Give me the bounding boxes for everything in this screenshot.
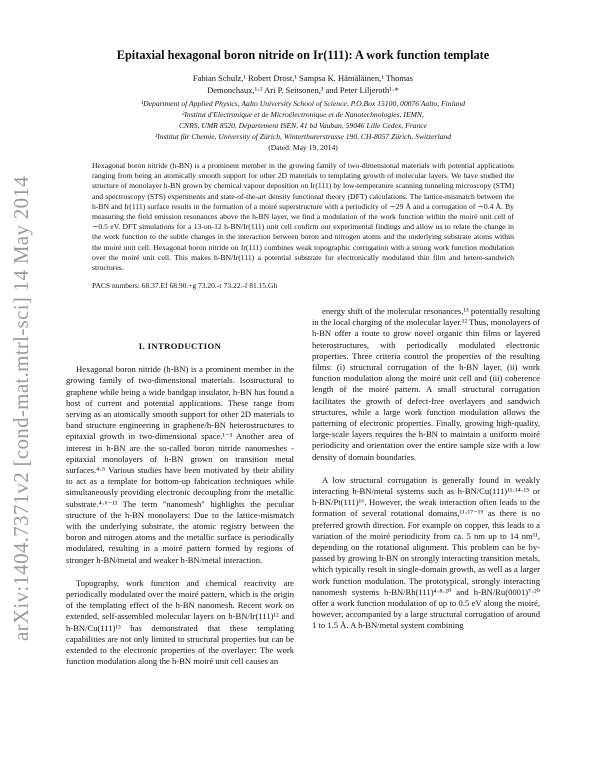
dated-line: (Dated: May 19, 2014)	[268, 143, 338, 152]
affiliation-3: ³Institut für Chemie, University of Zürich, Winterthurerstrasse 190, CH-8057 Zürich, Switzerland	[154, 132, 452, 141]
right-column	[312, 306, 540, 632]
affiliation-1: ¹Department of Applied Physics, Aalto University School of Science, P.O.Box 15100, 00076 Aalto, Finland	[140, 99, 466, 108]
paper-page	[66, 48, 540, 667]
intro-paragraph-4: A low structural corrugation is generally found in weakly interacting h-BN/metal systems such as h-BN/Cu(111)¹¹·¹⁴·¹⁵ or h-BN/Pt(111)¹⁶. However, the weak interaction often leads to the formation of several rotational domains,¹¹·¹⁷⁻¹⁹ as there is no preferred growth direction. For example on copper, this leads to a variation of the moiré periodicity from ca. 5 nm up to 14 nm¹¹, depending on the rotational alignment. This problem can be by-passed by growing h-BN on strongly interacting transition metals, which typically result in single-domain growth, as well as a larger work function modulation. The prototypical, strongly interacting nanomesh systems h-BN/Rh(111)⁴·⁸·²⁰ and h-BN/Ru(0001)⁷·²⁰ offer a work function modulation of up to 0.5 eV along the moiré, however, accompanied by a large structural corrugation of around 1 to 1.5 Å. A h-BN/metal system combining	[312, 474, 540, 631]
arxiv-identifier: arXiv:1404.7371v2 [cond-mat.mtrl-sci] 14 May 2014	[8, 175, 33, 641]
authors-line-2: Demonchaux,¹·² Ari P. Seitsonen,³ and Peter Liljeroth¹·*	[207, 85, 399, 95]
affiliations	[66, 98, 540, 153]
author-list	[96, 72, 510, 96]
intro-paragraph-1: Hexagonal boron nitride (h-BN) is a prominent member in the growing family of two-dimensional materials. Isostructural to graphene while being a wide bandgap insulator, h-BN has found a host of current and potential applications. These range from serving as an atomically smooth support for other 2D materials to band structure engineering in graphene/h-BN heterostructures to epitaxial growth in two-dimensional space.¹⁻³ Another area of interest in h-BN are the so-called boron nitride nanomeshes - epitaxial monolayers of h-BN grown on transition metal surfaces.⁴·⁵ Various studies have been motivated by their ability to act as a template for bottom-up fabrication techniques while simultaneously providing electronic decoupling from the metallic substrate.⁴·⁶⁻¹³ The term "nanomesh" highlights the peculiar structure of the h-BN monolayers: Due to the lattice-mismatch with the underlying substrate, the atomic registry between the boron and nitrogen atoms and the metallic surface is periodically modulated, resulting in a moiré pattern formed by regions of stronger h-BN/metal and weaker h-BN/metal interaction.	[66, 364, 294, 565]
intro-paragraph-3: energy shift of the molecular resonances,¹³ potentially resulting in the local charging of the molecular layer.¹² Thus, monolayers of h-BN offer a route to grow novel organic thin films or layered heterostructures, with periodically modulated electronic properties. Three criteria control the properties of the resulting films: (i) structural corrugation of the h-BN layer, (ii) work function modulation along the moiré unit cell and (iii) coherence length of the moiré pattern. A small structural corrugation facilitates the growth of defect-free overlayers and sandwich structures, while a large work function modulation allows the patterning of electronic properties. Finally, growing high-quality, large-scale layers requires the h-BN to maintain a uniform moiré periodicity and orientation over the entire sample size with a low density of domain boundaries.	[312, 306, 540, 462]
intro-paragraph-2: Topography, work function and chemical reactivity are periodically modulated over the moiré pattern, which is the origin of the templating effect of the h-BN nanomesh. Recent work on extended, self-assembled molecular layers on h-BN/Ir(111)¹² and h-BN/Cu(111)¹³ has demonstrated that these templating capabilities are not only limited to structural properties but can be extended to the electronic properties of the overlayer: The work function modulation along the h-BN moiré unit cell causes an	[66, 577, 294, 667]
left-column	[66, 331, 294, 667]
paper-title: Epitaxial hexagonal boron nitride on Ir(111): A work function template	[116, 48, 490, 62]
authors-line-1: Fabian Schulz,¹ Robert Drost,¹ Sampsa K. Hämäläinen,¹ Thomas	[192, 73, 414, 83]
affiliation-2b: CNRS, UMR 8520, Département ISEN, 41 bd Vauban, 59046 Lille Cedex, France	[178, 121, 428, 130]
section-heading: I. INTRODUCTION	[138, 341, 222, 351]
abstract: Hexagonal boron nitride (h-BN) is a prominent member in the growing family of two-dimensional materials with potential applications ranging from being an atomically smooth support for other 2D materials to templating growth of molecular layers. We have studied the structure of monolayer h-BN grown by chemical vapour deposition on Ir(111) by low-temperature scanning tunneling microscopy (STM) and spectroscopy (STS) experiments and state-of-the-art density functional theory (DFT) calculations. The lattice-mismatch between the h-BN and Ir(111) surface results in the formation of a moiré superstructure with a periodicity of ∼29 Å and a corrugation of ∼0.4 Å. By measuring the field emission resonances above the h-BN layer, we find a modulation of the work function within the moiré unit cell of ∼0.5 eV. DFT simulations for a 13-on-12 h-BN/Ir(111) unit cell confirm our experimental findings and allow us to relate the change in the work function to the subtle changes in the interaction between boron and nitrogen atoms and the underlying substrate atoms within the moiré unit cell. Hexagonal boron nitride on Ir(111) combines weak topographic corrugation with a strong work function modulation over the moiré unit cell. This makes h-BN/Ir(111) a potential substrate for electronically modulated thin film and hetero-sandwich structures.	[92, 161, 514, 273]
arxiv-sidebar-stamp	[2, 168, 40, 648]
pacs-numbers: PACS numbers: 68.37.Ef 68.90.+g 73.20.-r 73.22.-f 81.15.Gh	[92, 281, 278, 291]
affiliation-2a: ²Institut d'Electronique et de Microélectronique et de Nanotechnologies, IEMN,	[182, 110, 424, 119]
